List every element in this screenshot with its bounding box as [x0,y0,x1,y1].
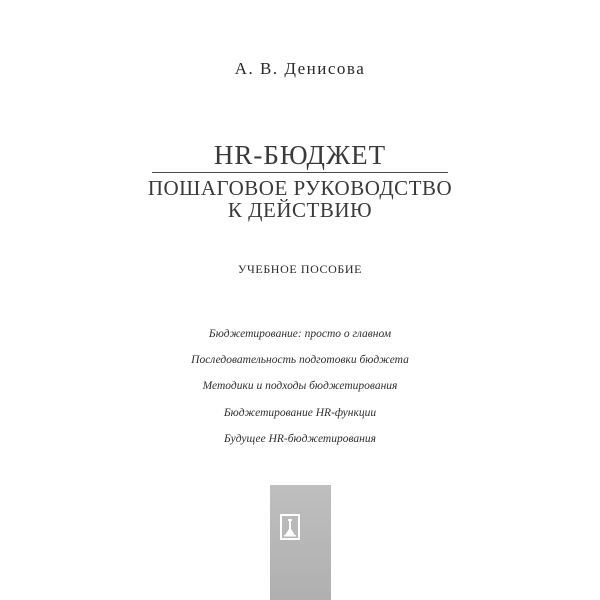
topic-item: Последовательность подготовки бюджета [191,354,409,367]
topic-item: Бюджетирование: просто о главном [208,328,392,340]
subtitle-line-1: ПОШАГОВОЕ РУКОВОДСТВО [147,176,453,200]
subtitle-line-2: К ДЕЙСТВИЮ [227,198,373,222]
title-divider [152,172,448,173]
book-genre: УЧЕБНОЕ ПОСОБИЕ [237,262,363,276]
publisher-strip [270,485,331,600]
topic-item: Бюджетирование HR-функции [223,406,377,419]
book-subtitle [0,177,600,221]
publisher-logo-icon [280,514,300,540]
book-title: HR-БЮДЖЕТ [213,140,387,170]
topic-item: Будущее HR-бюджетирования [224,432,376,445]
topic-item: Методики и подходы бюджетирования [202,380,398,393]
publisher-logo-mark [282,516,298,538]
author-name: А. В. Денисова [234,59,366,78]
topics-list [0,327,600,458]
